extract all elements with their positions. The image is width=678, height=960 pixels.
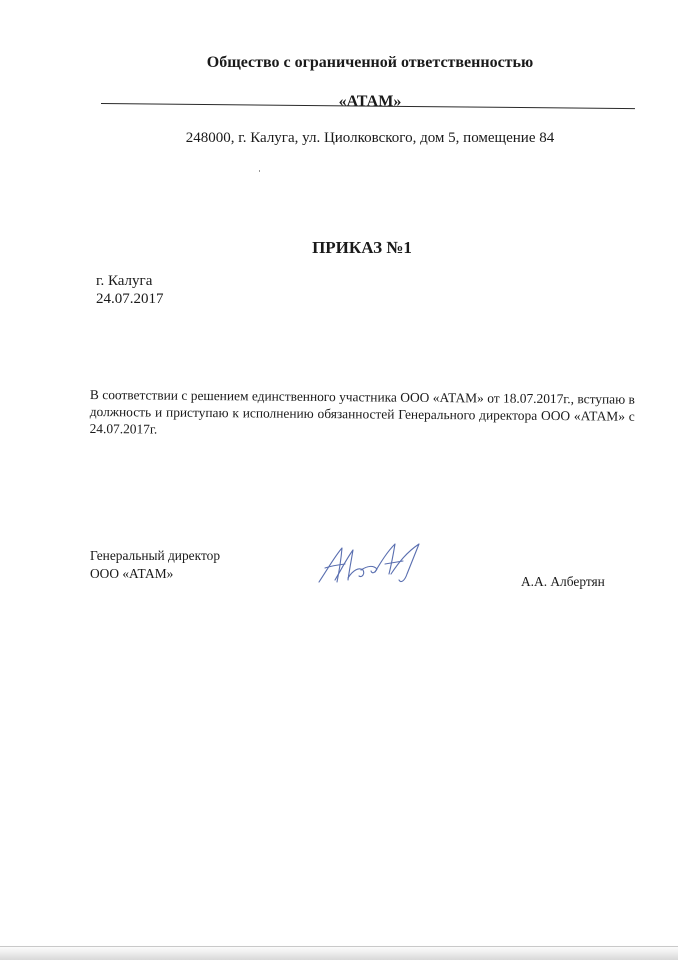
scan-bottom-edge xyxy=(0,945,678,960)
handwritten-signature xyxy=(315,540,425,590)
organization-address: 248000, г. Калуга, ул. Циолковского, дом 5, помещение 84 xyxy=(185,130,555,146)
organization-name: Общество с ограниченной ответственностью xyxy=(206,54,534,71)
order-date: 24.07.2017 xyxy=(96,291,164,307)
scan-edge-line xyxy=(0,946,678,947)
signatory-position: Генеральный директор xyxy=(90,548,221,563)
order-title: ПРИКАЗ №1 xyxy=(312,238,412,257)
signatory-company: ООО «АТАМ» xyxy=(90,566,174,581)
scan-speck xyxy=(259,170,260,172)
order-city: г. Калуга xyxy=(96,273,153,289)
organization-short-name: «АТАМ» xyxy=(338,93,402,110)
signatory-name: А.А. Албертян xyxy=(521,574,605,589)
order-body-text: В соответствии с решением единственного участника ООО «АТАМ» от 18.07.2017г., вступаю в должность и приступаю к исполнению обязанностей Генерального директора ООО «АТАМ» с 24.07.2017г. xyxy=(89,386,635,437)
